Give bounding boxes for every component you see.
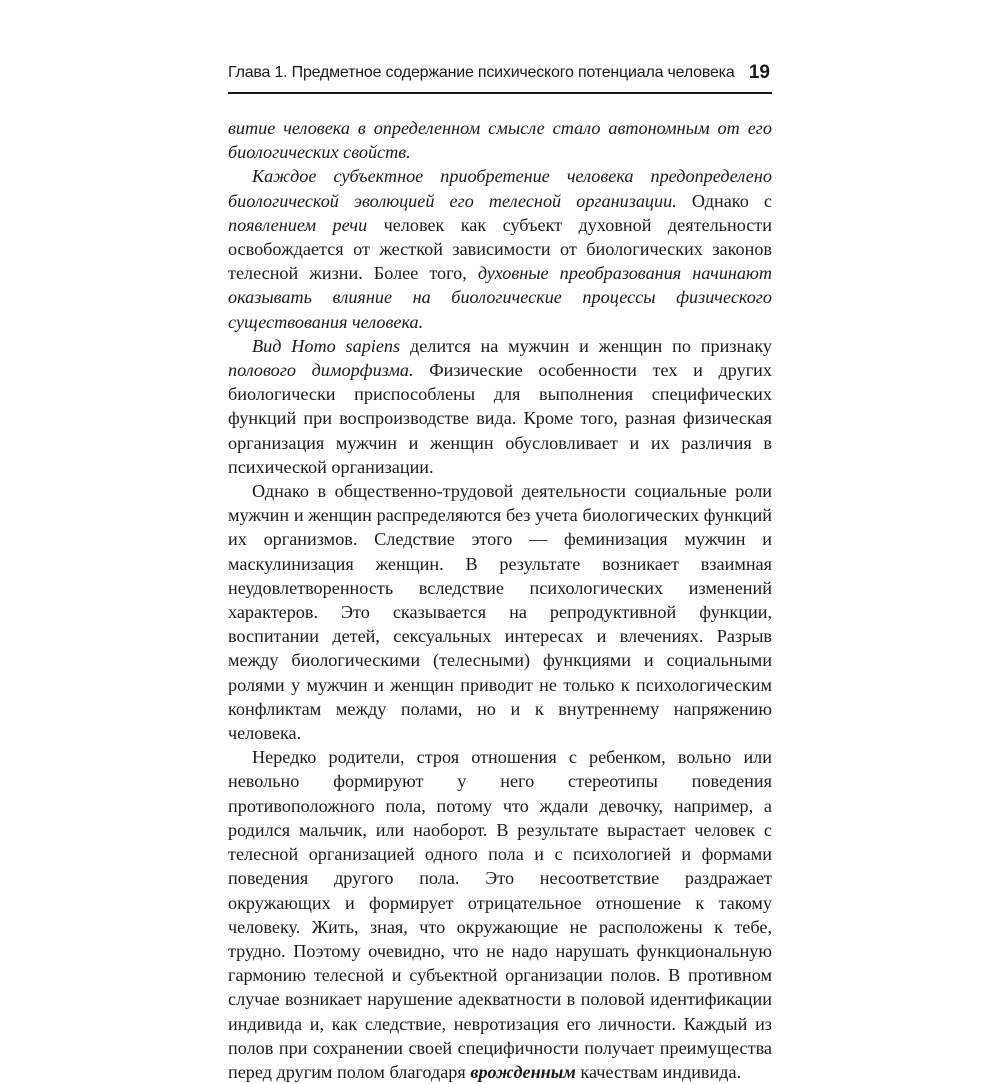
- text-segment: человек как субъект духовной деятельности освобождается от жесткой зависимости от биологических законов телесной жизни. Более того,: [228, 214, 772, 284]
- text-segment: Физические особенности тех и других биологически приспособлены для выполнения специфических функций при воспроизводстве вида. Кроме того, разная физическая организация мужчин и женщин обусловливает и их различия в психической организации.: [228, 360, 772, 477]
- paragraph-5: [228, 745, 772, 1084]
- text-segment: духовные преобразования начинают оказывать влияние на биологические процессы физического существования человека.: [228, 263, 772, 332]
- text-segment: Нередко родители, строя отношения с ребенком, вольно или невольно формируют у него стереотипы поведения противоположного пола, потому что ждали девочку, например, а родился мальчик, или наоборот. В результате вырастает человек с телесной организацией одного пола и с психологией и формами поведения другого пола. Это несоответствие раздражает окружающих и формирует отрицательное отношение к такому человеку. Жить, зная, что окружающие не расположены к тебе, трудно. Поэтому очевидно, что не надо нарушать функциональную гармонию телесной и субъектной организации полов. В противном случае возникает нарушение адекватности в половой идентификации индивида и, как следствие, невротизация его личности. Каждый из полов при сохранении своей специфичности получает преимущества перед другим полом благодаря: [228, 747, 772, 1082]
- paragraph-1: [228, 116, 772, 164]
- text-segment: витие человека в определенном смысле стало автономным от его биологических свойств.: [228, 118, 772, 163]
- text-segment: Каждое субъектное приобретение человека предопределено биологической эволюцией его телесной организации.: [228, 166, 772, 211]
- paragraph-2: [228, 164, 772, 333]
- page-number: 19: [748, 62, 770, 83]
- paragraph-3: [228, 334, 772, 479]
- text-segment: появлением речи: [228, 214, 368, 235]
- text-segment: Однако в общественно-трудовой деятельности социальные роли мужчин и женщин распределяются без учета биологических функций их организмов. Следствие этого — феминизация мужчин и маскулинизация женщин. В результате возникает взаимная неудовлетворенность вследствие психологических изменений характеров. Это сказывается на репродуктивной функции, воспитании детей, сексуальных интересах и влечениях. Разрыв между биологическими (телесными) функциями и социальными ролями у мужчин и женщин приводит не только к психологическим конфликтам между полами, но и к внутреннему напряжению человека.: [228, 481, 772, 744]
- text-segment: полового диморфизма.: [228, 360, 414, 381]
- running-header: [228, 62, 772, 94]
- text-segment: врожденным: [470, 1061, 576, 1082]
- page-body: [228, 116, 772, 1084]
- text-segment: делится на мужчин и женщин по признаку: [400, 335, 772, 356]
- text-segment: качествам индивида.: [575, 1061, 742, 1082]
- text-segment: Однако с: [676, 190, 772, 211]
- paragraph-4: [228, 479, 772, 745]
- text-segment: Вид Homo sapiens: [252, 335, 401, 356]
- chapter-title: Глава 1. Предметное содержание психического потенциала человека: [228, 64, 735, 81]
